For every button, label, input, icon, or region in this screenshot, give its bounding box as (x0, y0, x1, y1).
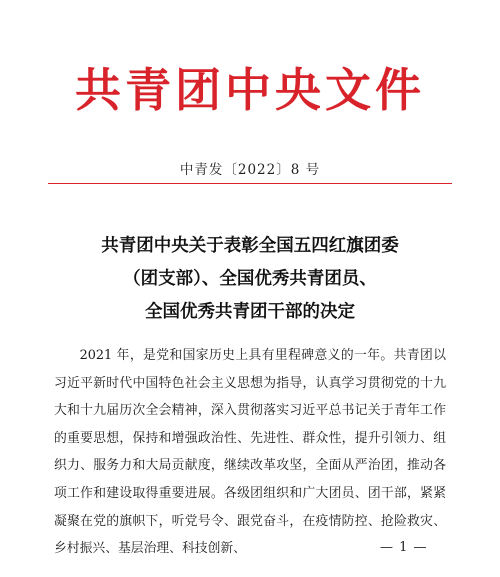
body-paragraph: 2021 年，是党和国家历史上具有里程碑意义的一年。共青团以习近平新时代中国特色社会主义思想为指导，认真学习贯彻党的十九大和十九届历次全会精神，深入贯彻落实习近平总书记关于青年工作的重要思想，保持和增强政治性、先进性、群众性，提升引领力、组织力、服务力和大局贡献度，继续改革攻坚，全面从严治团，推动各项工作和建设取得重要进展。各级团组织和广大团员、团干部，紧紧凝聚在党的旗帜下，听党号令、跟党奋斗，在疫情防控、抢险救灾、乡村振兴、基层治理、科技创新、 (54, 348, 446, 557)
document-title (40, 230, 460, 329)
title-line-1: 共青团中央关于表彰全国五四红旗团委 (101, 236, 399, 256)
document-number: 中青发〔2022〕8 号 (179, 162, 321, 178)
masthead-title: 共青团中央文件 (75, 63, 425, 117)
body-text (54, 342, 446, 563)
red-separator-line (48, 183, 452, 184)
title-line-3: 全国优秀共青团干部的决定 (145, 302, 355, 322)
title-line-2: （团支部）、全国优秀共青团员、 (123, 269, 377, 289)
page-number: — 1 — (380, 540, 428, 555)
